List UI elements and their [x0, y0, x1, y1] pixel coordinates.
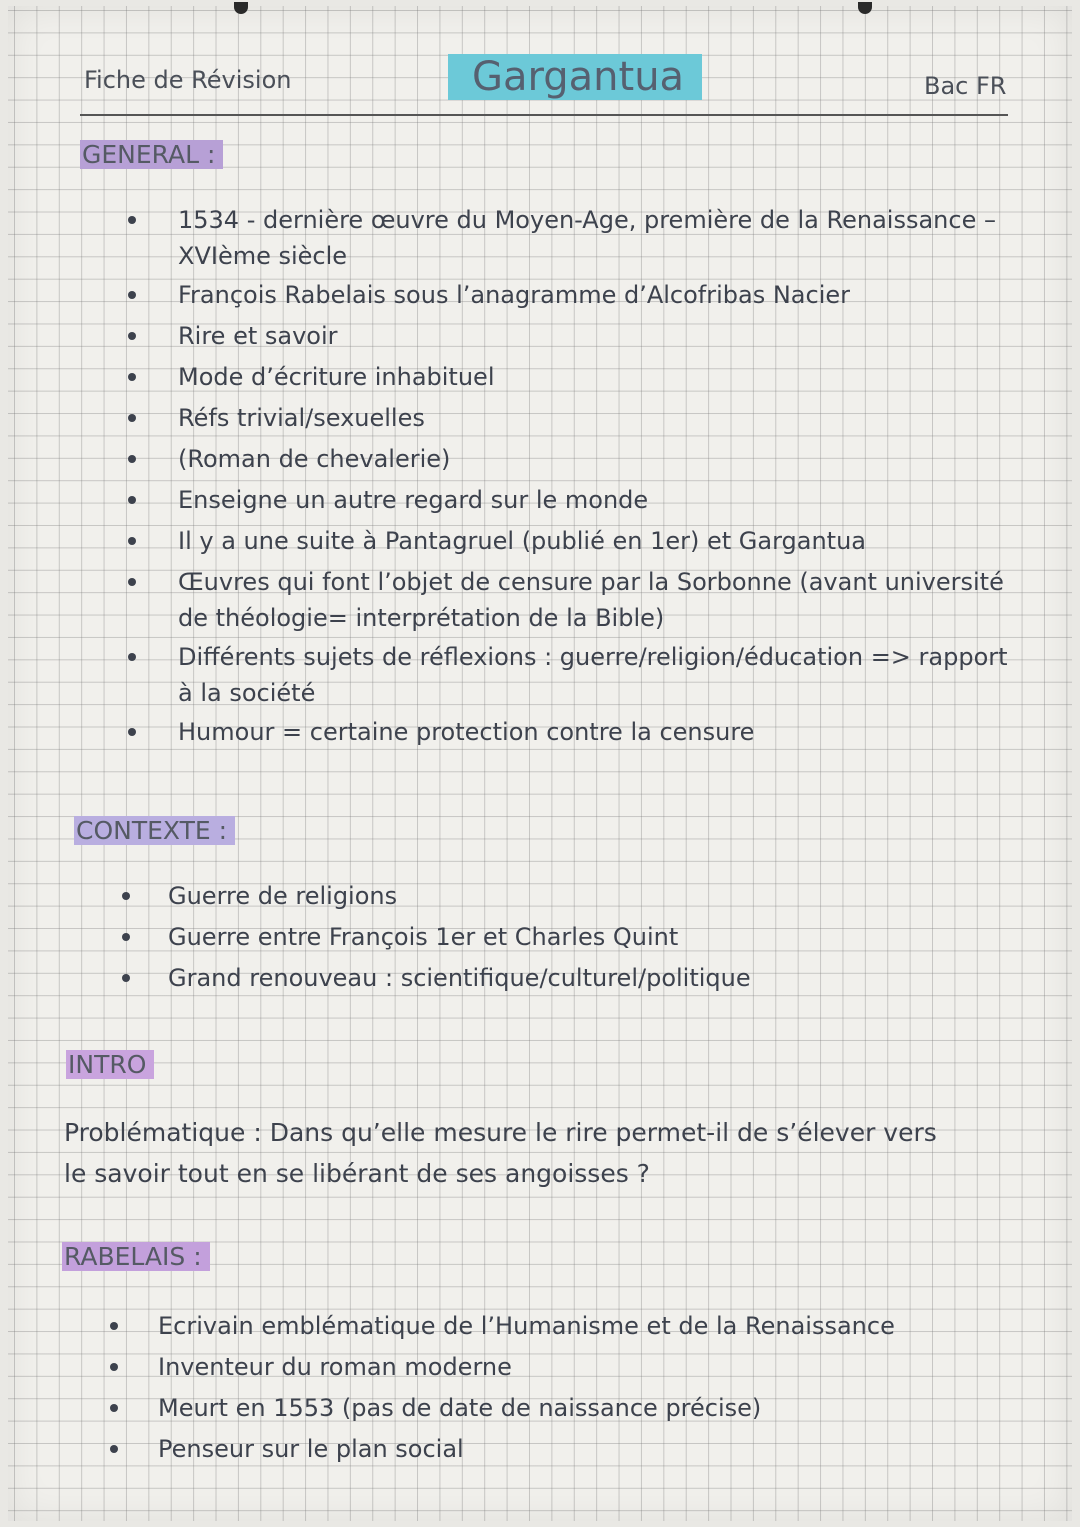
general-list	[128, 200, 1008, 753]
list-item: Œuvres qui font l’objet de censure par la Sorbonne (avant université de théologie= interprétation de la Bible)	[128, 562, 1008, 637]
header-divider	[80, 114, 1008, 116]
list-item: Ecrivain emblématique de l’Humanisme et de la Renaissance	[110, 1306, 990, 1347]
list-item: 1534 - dernière œuvre du Moyen-Age, première de la Renaissance – XVIème siècle	[128, 200, 1008, 275]
header-label: Fiche de Révision	[84, 66, 292, 94]
contexte-list	[122, 876, 1002, 999]
list-item: François Rabelais sous l’anagramme d’Alcofribas Nacier	[128, 275, 1008, 316]
list-item: Rire et savoir	[128, 316, 1008, 357]
list-item: Enseigne un autre regard sur le monde	[128, 480, 1008, 521]
list-item: Réfs trivial/sexuelles	[128, 398, 1008, 439]
section-rabelais-heading: RABELAIS :	[62, 1242, 210, 1271]
binder-hole	[858, 2, 872, 14]
page-title: Gargantua	[448, 54, 702, 100]
list-item: Inventeur du roman moderne	[110, 1347, 990, 1388]
section-general-heading: GENERAL :	[80, 140, 223, 169]
list-item: Penseur sur le plan social	[110, 1429, 990, 1470]
binder-hole	[234, 2, 248, 14]
section-contexte-heading: CONTEXTE :	[74, 816, 235, 845]
list-item: Humour = certaine protection contre la censure	[128, 712, 1008, 753]
list-item: Meurt en 1553 (pas de date de naissance précise)	[110, 1388, 990, 1429]
list-item: Grand renouveau : scientifique/culturel/politique	[122, 958, 1002, 999]
list-item: Mode d’écriture inhabituel	[128, 357, 1008, 398]
list-item: (Roman de chevalerie)	[128, 439, 1008, 480]
list-item: Différents sujets de réflexions : guerre/religion/éducation => rapport à la société	[128, 637, 1008, 712]
rabelais-list	[110, 1306, 990, 1470]
list-item: Il y a une suite à Pantagruel (publié en 1er) et Gargantua	[128, 521, 1008, 562]
list-item: Guerre de religions	[122, 876, 1002, 917]
header-subject: Bac FR	[924, 72, 1007, 100]
problematique-text: Problématique : Dans qu’elle mesure le rire permet-il de s’élever vers le savoir tout en se libérant de ses angoisses ?	[64, 1118, 937, 1188]
section-intro-heading: INTRO	[66, 1050, 154, 1079]
list-item: Guerre entre François 1er et Charles Quint	[122, 917, 1002, 958]
